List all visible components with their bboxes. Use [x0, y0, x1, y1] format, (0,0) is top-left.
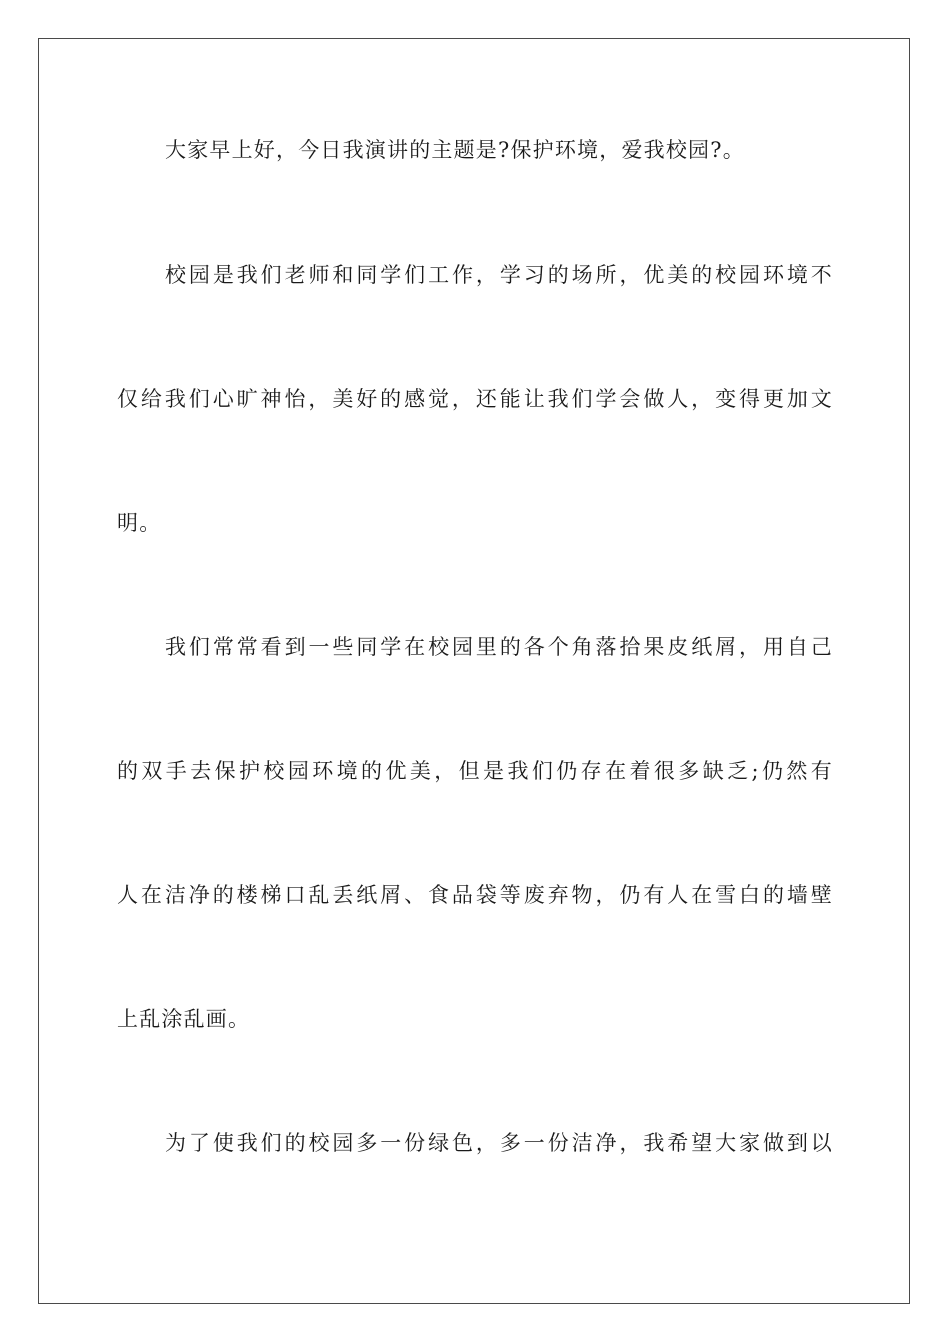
text-line-campus-1: 校园是我们老师和同学们工作，学习的场所，优美的校园环境不 [165, 263, 833, 287]
text-line-observe-2: 的双手去保护校园环境的优美，但是我们仍存在着很多缺乏;仍然有 [117, 759, 833, 783]
page-border [38, 38, 910, 1304]
text-line-observe-4: 上乱涂乱画。 [117, 1007, 251, 1031]
text-line-observe-1: 我们常常看到一些同学在校园里的各个角落拾果皮纸屑，用自己 [165, 635, 833, 659]
text-line-campus-2: 仅给我们心旷神怡，美好的感觉，还能让我们学会做人，变得更加文 [117, 387, 833, 411]
text-line-greeting: 大家早上好，今日我演讲的主题是?保护环境，爱我校园?。 [165, 138, 745, 162]
text-line-hope-1: 为了使我们的校园多一份绿色，多一份洁净，我希望大家做到以 [165, 1131, 833, 1155]
text-line-observe-3: 人在洁净的楼梯口乱丢纸屑、食品袋等废弃物，仍有人在雪白的墙壁 [117, 883, 833, 907]
text-line-campus-3: 明。 [117, 511, 162, 535]
